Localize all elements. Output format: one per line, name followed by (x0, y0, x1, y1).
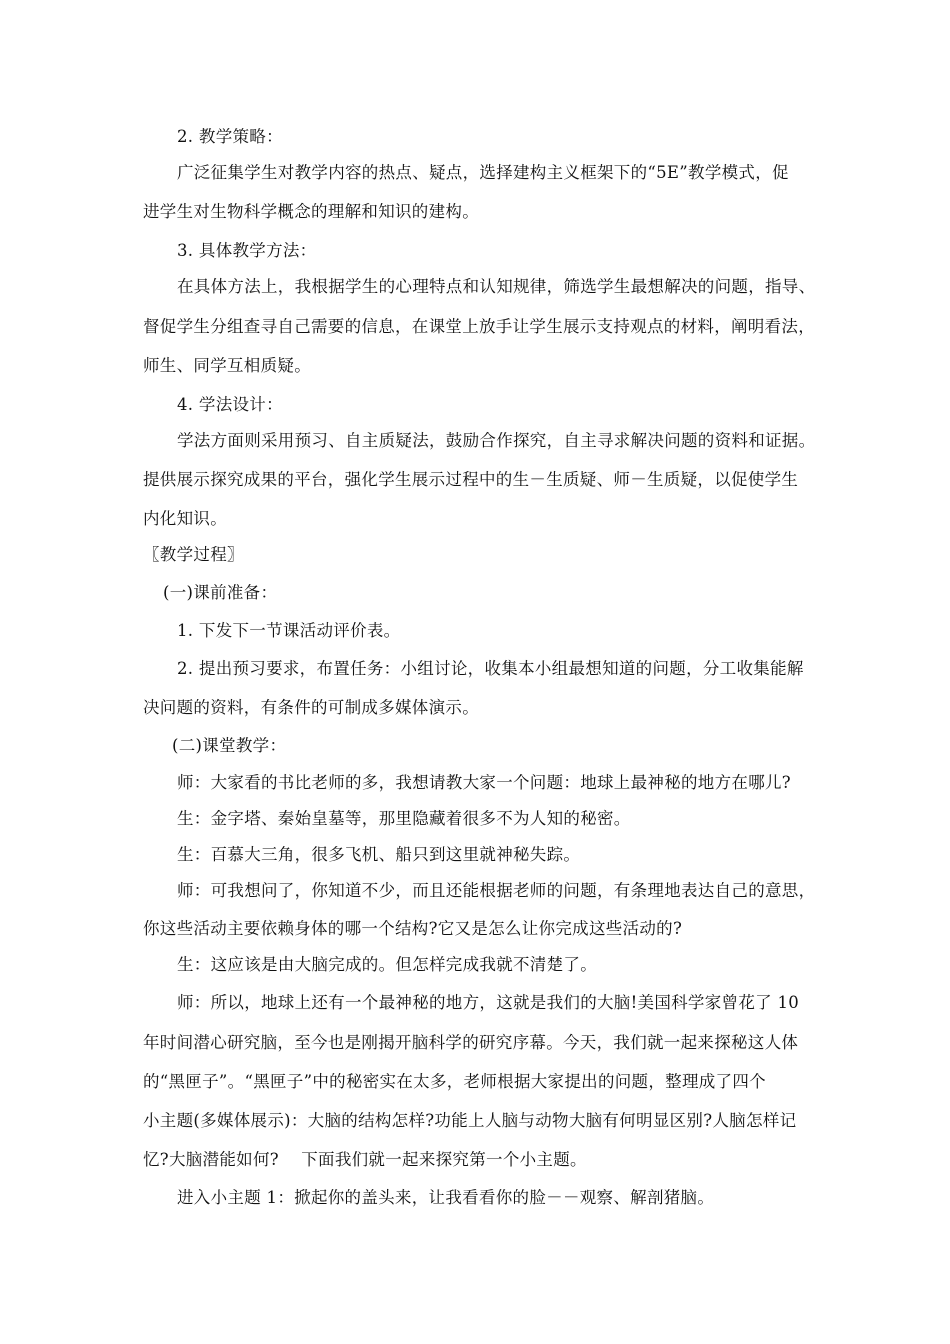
dialogue-line: 生：这应该是由大脑完成的。但怎样完成我就不清楚了。 (177, 955, 597, 974)
paragraph-line: 督促学生分组查寻自己需要的信息，在课堂上放手让学生展示支持观点的材料，阐明看法， (143, 317, 815, 336)
dialogue-line: 生：百慕大三角，很多飞机、船只到这里就神秘失踪。 (177, 845, 581, 864)
dialogue-line: 生：金字塔、秦始皇墓等，那里隐藏着很多不为人知的秘密。 (177, 809, 631, 828)
paragraph-line: 2. 提出预习要求，布置任务：小组讨论，收集本小组最想知道的问题，分工收集能解 (177, 659, 804, 678)
heading-teaching-strategy: 2. 教学策略： (177, 127, 283, 146)
dialogue-line: 进入小主题 1：掀起你的盖头来，让我看看你的脸－－观察、解剖猪脑。 (177, 1188, 715, 1207)
dialogue-line: 忆?大脑潜能如何? 下面我们就一起来探究第一个小主题。 (143, 1150, 587, 1169)
paragraph-line: 师生、同学互相质疑。 (143, 356, 311, 375)
dialogue-line: 师：可我想问了，你知道不少，而且还能根据老师的问题，有条理地表达自己的意思， (177, 881, 816, 900)
paragraph-line: 学法方面则采用预习、自主质疑法，鼓励合作探究，自主寻求解决问题的资料和证据。 (177, 431, 816, 450)
paragraph-line: 决问题的资料，有条件的可制成多媒体演示。 (143, 698, 479, 717)
dialogue-line: 你这些活动主要依赖身体的哪一个结构?它又是怎么让你完成这些活动的? (143, 919, 683, 938)
paragraph-line: 进学生对生物科学概念的理解和知识的建构。 (143, 202, 479, 221)
paragraph-line: 1. 下发下一节课活动评价表。 (177, 621, 401, 640)
dialogue-line: 师：所以，地球上还有一个最神秘的地方，这就是我们的大脑!美国科学家曾花了 10 (177, 993, 800, 1012)
dialogue-line: 师：大家看的书比老师的多，我想请教大家一个问题：地球上最神秘的地方在哪儿? (177, 773, 791, 792)
dialogue-line: 小主题(多媒体展示)：大脑的结构怎样?功能上人脑与动物大脑有何明显区别?人脑怎样记 (143, 1111, 797, 1130)
paragraph-line: 广泛征集学生对教学内容的热点、疑点，选择建构主义框架下的“5E”教学模式，促 (177, 163, 789, 182)
paragraph-line: 在具体方法上，我根据学生的心理特点和认知规律，筛选学生最想解决的问题，指导、 (177, 277, 816, 296)
subsection-heading-classroom: (二)课堂教学： (172, 736, 287, 755)
section-heading-teaching-process: 〖教学过程〗 (143, 545, 244, 564)
heading-teaching-methods: 3. 具体教学方法： (177, 241, 317, 260)
paragraph-line: 内化知识。 (143, 509, 227, 528)
subsection-heading-preparation: (一)课前准备： (163, 583, 278, 602)
dialogue-line: 的“黑匣子”。“黑匣子”中的秘密实在太多，老师根据大家提出的问题，整理成了四个 (143, 1072, 766, 1091)
dialogue-line: 年时间潜心研究脑，至今也是刚揭开脑科学的研究序幕。今天，我们就一起来探秘这人体 (143, 1033, 799, 1052)
heading-study-design: 4. 学法设计： (177, 395, 283, 414)
paragraph-line: 提供展示探究成果的平台，强化学生展示过程中的生－生质疑、师－生质疑，以促使学生 (143, 470, 799, 489)
